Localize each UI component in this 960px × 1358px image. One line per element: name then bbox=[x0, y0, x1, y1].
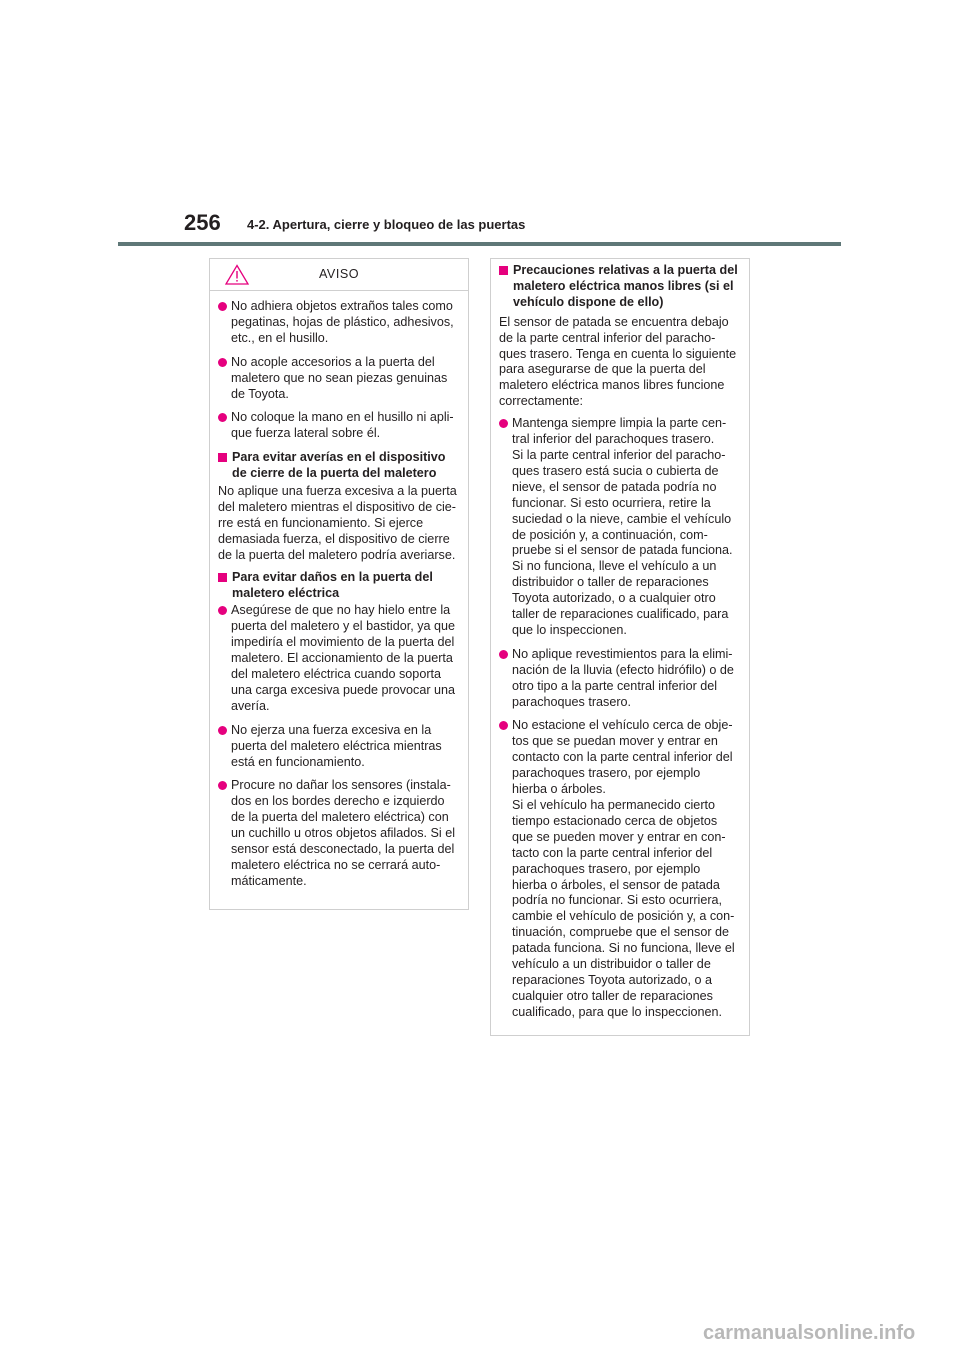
list-item: Mantenga siempre limpia la parte cen- tral inferior del parachoques trasero. Si la parte central inferior del paracho- ques trasero está sucia o cubierta de nieve, el sensor de patada podría no funcionar. Si esto ocurriera, retire la suciedad o la nieve, cambie el vehículo de posición y, a continuación, com- pruebe si el sensor de patada funciona. Si no funciona, lleve el vehículo a un distribuidor o taller de reparaciones Toyota autorizado, o a cualquier otro taller de reparaciones cualificado, para que lo inspeccionen. bbox=[499, 416, 738, 639]
header-rule bbox=[118, 242, 841, 246]
list-item: No estacione el vehículo cerca de obje- tos que se puedan mover y entrar en contacto con la parte central inferior del parachoques trasero, por ejemplo hierba o árboles. Si el vehículo ha permanecido cierto tiempo estacionado cerca de objetos que se pueden mover y entrar en con- tacto con la parte central inferior del parachoques trasero, por ejemplo hierba o árboles, el sensor de patada podría no funcionar. Si esto ocurriera, cambie el vehículo de posición y, a con- tinuación, compruebe que el sensor de patada funciona. Si no funciona, lleve el vehículo a un distribuidor o taller de reparaciones Toyota autorizado, o a cualquier otro taller de reparaciones cualificado, para que lo inspeccionen. bbox=[499, 718, 738, 1020]
circle-bullet-icon bbox=[218, 781, 227, 790]
circle-bullet-icon bbox=[499, 721, 508, 730]
square-bullet-icon bbox=[499, 266, 508, 275]
subheading: Para evitar averías en el dispositivo de cierre de la puerta del maletero bbox=[218, 450, 457, 482]
warning-triangle-icon bbox=[225, 264, 249, 285]
subheading: Precauciones relativas a la puerta del maletero eléctrica manos libres (si el vehículo dispone de ello) bbox=[499, 263, 738, 311]
circle-bullet-icon bbox=[218, 358, 227, 367]
list-item: No adhiera objetos extraños tales como pegatinas, hojas de plástico, adhesivos, etc., en el husillo. bbox=[218, 299, 457, 347]
paragraph: No aplique una fuerza excesiva a la puerta del maletero mientras el dispositivo de cie- rre está en funcionamiento. Si ejerce demasiada fuerza, el dispositivo de cierre de la puerta del maletero podría averiarse. bbox=[218, 484, 457, 562]
list-item: No aplique revestimientos para la elimi- nación de la lluvia (efecto hidrófilo) o de otro tipo a la parte central inferior del parachoques trasero. bbox=[499, 647, 738, 711]
paragraph: El sensor de patada se encuentra debajo de la parte central inferior del paracho- ques trasero. Tenga en cuenta lo siguiente para asegurarse de que la puerta del maletero eléctrica manos libres funcione correctamente: bbox=[499, 314, 737, 409]
circle-bullet-icon bbox=[499, 419, 508, 428]
subheading: Para evitar daños en la puerta del maletero eléctrica bbox=[218, 570, 457, 602]
section-title: 4-2. Apertura, cierre y bloqueo de las puertas bbox=[247, 217, 526, 232]
circle-bullet-icon bbox=[218, 606, 227, 615]
warning-header bbox=[210, 259, 468, 291]
list-item: No acople accesorios a la puerta del maletero que no sean piezas genuinas de Toyota. bbox=[218, 355, 457, 403]
list-item: No coloque la mano en el husillo ni apli- que fuerza lateral sobre él. bbox=[218, 410, 457, 442]
list-item: Procure no dañar los sensores (instala- dos en los bordes derecho e izquierdo de la puerta del maletero eléctrica) con un cuchillo u otros objetos afilados. Si el sensor está desconectado, la puerta del maletero eléctrica no se cerrará auto- máticamente. bbox=[218, 778, 457, 889]
info-box-right bbox=[490, 258, 750, 1036]
page-number: 256 bbox=[184, 210, 221, 235]
list-item: No ejerza una fuerza excesiva en la puerta del maletero eléctrica mientras está en funcionamiento. bbox=[218, 723, 457, 771]
circle-bullet-icon bbox=[218, 726, 227, 735]
circle-bullet-icon bbox=[218, 413, 227, 422]
warning-label: AVISO bbox=[318, 266, 360, 281]
square-bullet-icon bbox=[218, 453, 227, 462]
warning-box-left bbox=[209, 258, 469, 910]
circle-bullet-icon bbox=[499, 650, 508, 659]
list-item: Asegúrese de que no hay hielo entre la puerta del maletero y el bastidor, ya que impediría el movimiento de la puerta del maletero. El accionamiento de la puerta del maletero eléctrica cuando soporta una carga excesiva puede provocar una avería. bbox=[218, 603, 457, 714]
circle-bullet-icon bbox=[218, 302, 227, 311]
watermark: carmanualsonline.info bbox=[703, 1322, 916, 1344]
square-bullet-icon bbox=[218, 573, 227, 582]
